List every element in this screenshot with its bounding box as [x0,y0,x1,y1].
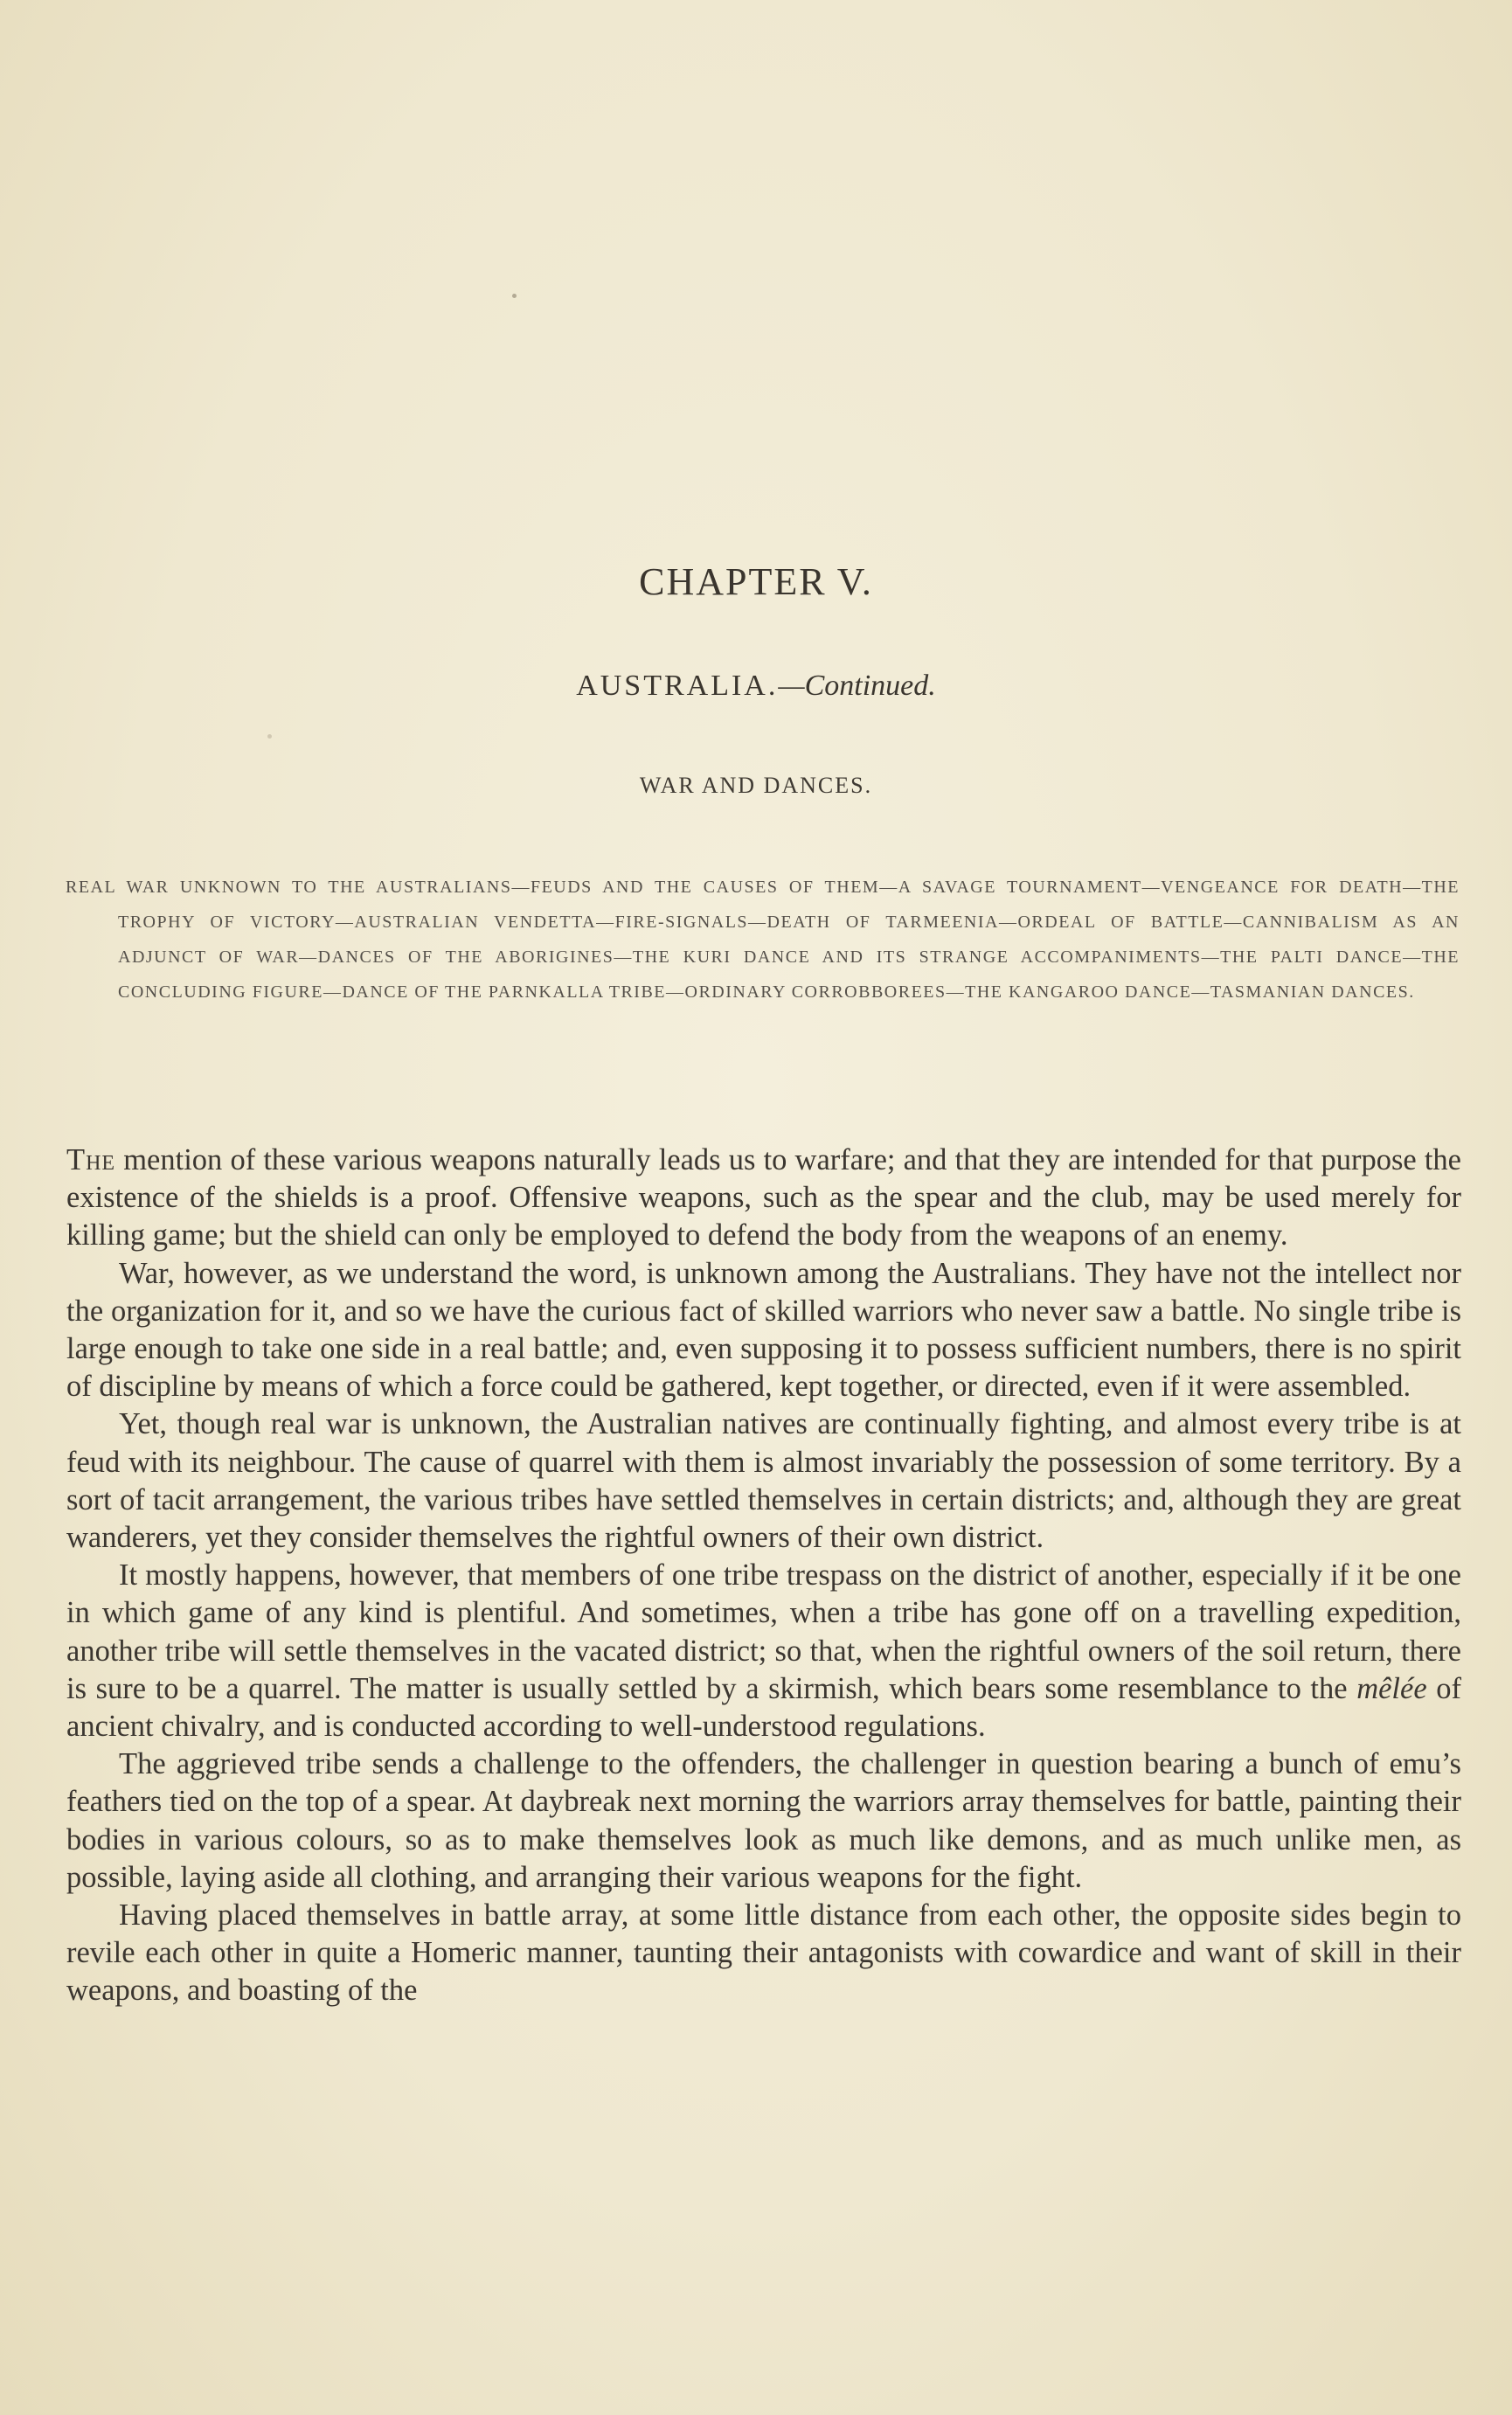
subtitle-continued: —Continued. [778,670,936,702]
paragraph-text: mention of these various weapons naturally leads us to warfare; and that they are intended for that purpose the existence of the shields is a proof. Offensive weapons, such as the spear and the club, may be used merely for killing game; but the shield can only be employed to defend the body from the weapons of an enemy. [66,1143,1461,1253]
chapter-title: CHAPTER V. [639,560,873,603]
paragraph [66,1557,1461,1745]
chapter-subtitle [0,670,1512,703]
ink-speck [267,734,272,739]
section-title: WAR AND DANCES. [639,773,873,798]
paragraph: War, however, as we understand the word, is unknown among the Australians. They have not the intellect nor the organization for it, and so we have the curious fact of skilled warriors who never saw a battle. No single tribe is large enough to take one side in a real battle; and, even supposing it to possess sufficient numbers, there is no spirit of discipline by means of which a force could be gathered, kept together, or directed, even if it were assembled. [66,1256,1461,1404]
lead-word: The [66,1143,116,1176]
paragraph [66,1142,1461,1255]
ink-speck [512,294,517,298]
subtitle-main: AUSTRALIA. [576,670,779,702]
paragraph: The aggrieved tribe sends a challenge to the offenders, the challenger in question bearing a bunch of emu’s feathers tied on the top of a spear. At daybreak next morning the warriors array themselves for battle, painting their bodies in various colours, so as to make themselves look as much like demons, and as much unlike men, as possible, laying aside all clothing, and arranging their various weapons for the fight. [66,1747,1461,1894]
paragraph: Having placed themselves in battle array, at some little distance from each other, the opposite sides begin to revile each other in quite a Homeric manner, taunting their antagonists with cowardice and want of skill in their weapons, and boasting of the [66,1898,1461,2008]
paragraph-text: It mostly happens, however, that members of one tribe trespass on the district of another, especially if it be one in which game of any kind is plentiful. And sometimes, when a tribe has gone off on a travelling expedition, another tribe will settle themselves in the vacated district; so that, when the rightful owners of the soil return, there is sure to be a quarrel. The matter is usually settled by a skirmish, which bears some resemblance to the [66,1558,1461,1705]
italic-term: mêlée [1356,1671,1427,1705]
chapter-synopsis: REAL WAR UNKNOWN TO THE AUSTRALIANS—FEUDS AND THE CAUSES OF THEM—A SAVAGE TOURNAMENT—VENGEANCE FOR DEATH—THE TROPHY OF VICTORY—AUSTRALIAN VENDETTA—FIRE-SIGNALS—DEATH OF TARMEENIA—ORDEAL OF BATTLE—CANNIBALISM AS AN ADJUNCT OF WAR—DANCES OF THE ABORIGINES—THE KURI DANCE AND ITS STRANGE ACCOMPANIMENTS—THE PALTI DANCE—THE CONCLUDING FIGURE—DANCE OF THE PARNKALLA TRIBE—ORDINARY CORROBBOREES—THE KANGAROO DANCE—TASMANIAN DANCES. [66,878,1460,1002]
paragraph: Yet, though real war is unknown, the Australian natives are continually fighting, and almost every tribe is at feud with its neighbour. The cause of quarrel with them is almost invariably the possession of some territory. By a sort of tacit arrangement, the various tribes have settled themselves in certain districts; and, although they are great wanderers, yet they consider themselves the rightful owners of their own district. [66,1407,1461,1555]
paragraph-text: of ancient chivalry, and is conducted according to well-understood regulations. [66,1671,1461,1744]
body-text [66,1142,1461,2010]
